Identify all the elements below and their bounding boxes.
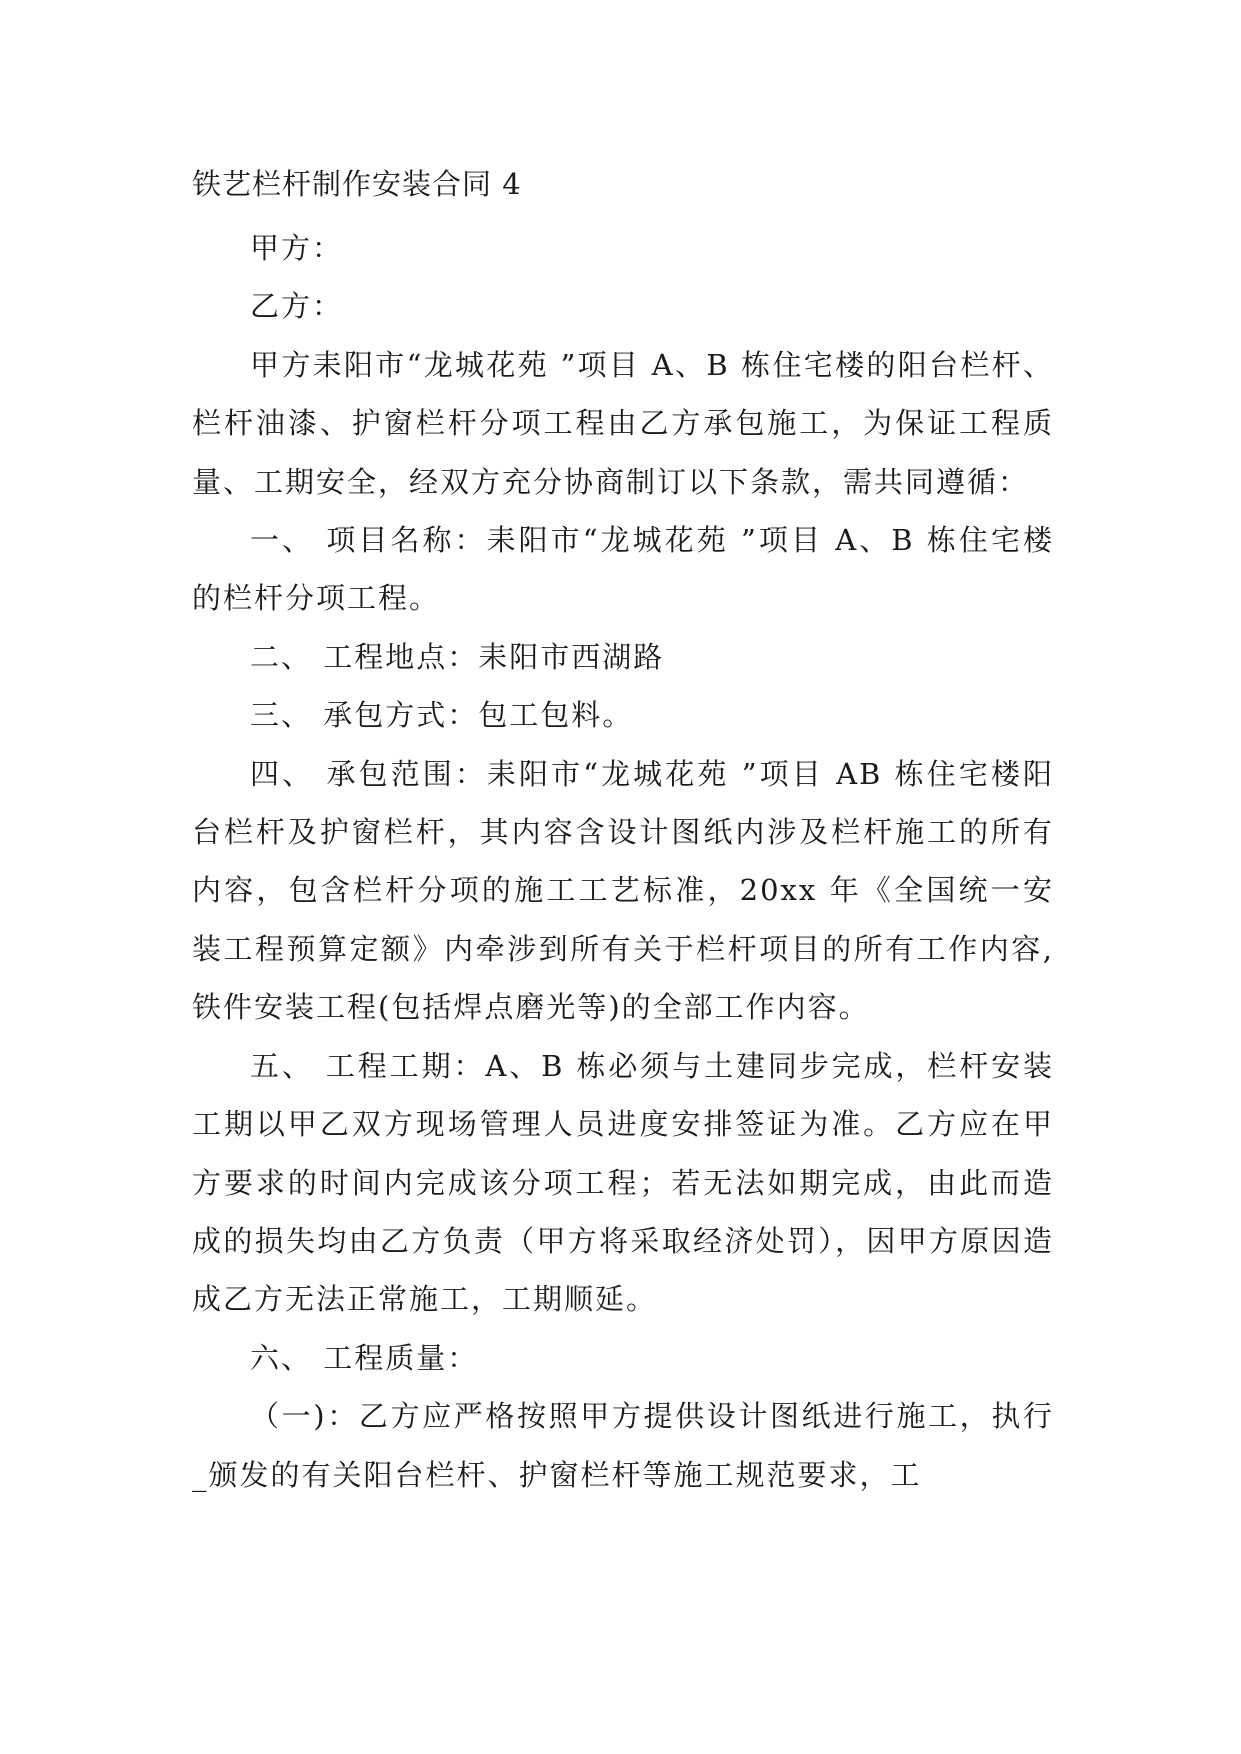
clause-scope: 四、 承包范围：耒阳市“龙城花苑 ”项目 AB 栋住宅楼阳台栏杆及护窗栏杆，其内容含设计图纸内涉及栏杆施工的所有内容，包含栏杆分项的施工工艺标准，20xx 年《全国统一安装工程预算定额》内牵涉到所有关于栏杆项目的所有工作内容,铁件安装工程(包括焊点磨光等)的全部工作内容。 <box>192 756 1054 1025</box>
clause-quality-heading: 六、 工程质量： <box>250 1340 479 1375</box>
party-b-line: 乙方： <box>250 289 344 324</box>
clause-quality-item-1: （一)：乙方应严格按照甲方提供设计图纸进行施工，执行_颁发的有关阳台栏杆、护窗栏杆等施工规范要求，工 <box>192 1399 1054 1492</box>
clause-project-name: 一、 项目名称：耒阳市“龙城花苑 ”项目 A、B 栋住宅楼的栏杆分项工程。 <box>192 523 1054 616</box>
contract-preamble: 甲方耒阳市“龙城花苑 ”项目 A、B 栋住宅楼的阳台栏杆、栏杆油漆、护窗栏杆分项工程由乙方承包施工，为保证工程质量、工期安全，经双方充分协商制订以下条款，需共同遵循： <box>192 347 1054 499</box>
document-title: 铁艺栏杆制作安装合同 4 <box>192 167 522 201</box>
document-body <box>192 219 1054 1504</box>
clause-contract-method: 三、 承包方式：包工包料。 <box>250 698 634 733</box>
clause-schedule: 五、 工程工期：A、B 栋必须与土建同步完成，栏杆安装工期以甲乙双方现场管理人员进度安排签证为准。乙方应在甲方要求的时间内完成该分项工程；若无法如期完成，由此而造成的损失均由乙方负责（甲方将采取经济处罚），因甲方原因造成乙方无法正常施工，工期顺延。 <box>192 1048 1054 1317</box>
party-a-line: 甲方： <box>250 231 344 265</box>
clause-location: 二、 工程地点：耒阳市西湖路 <box>250 639 665 674</box>
